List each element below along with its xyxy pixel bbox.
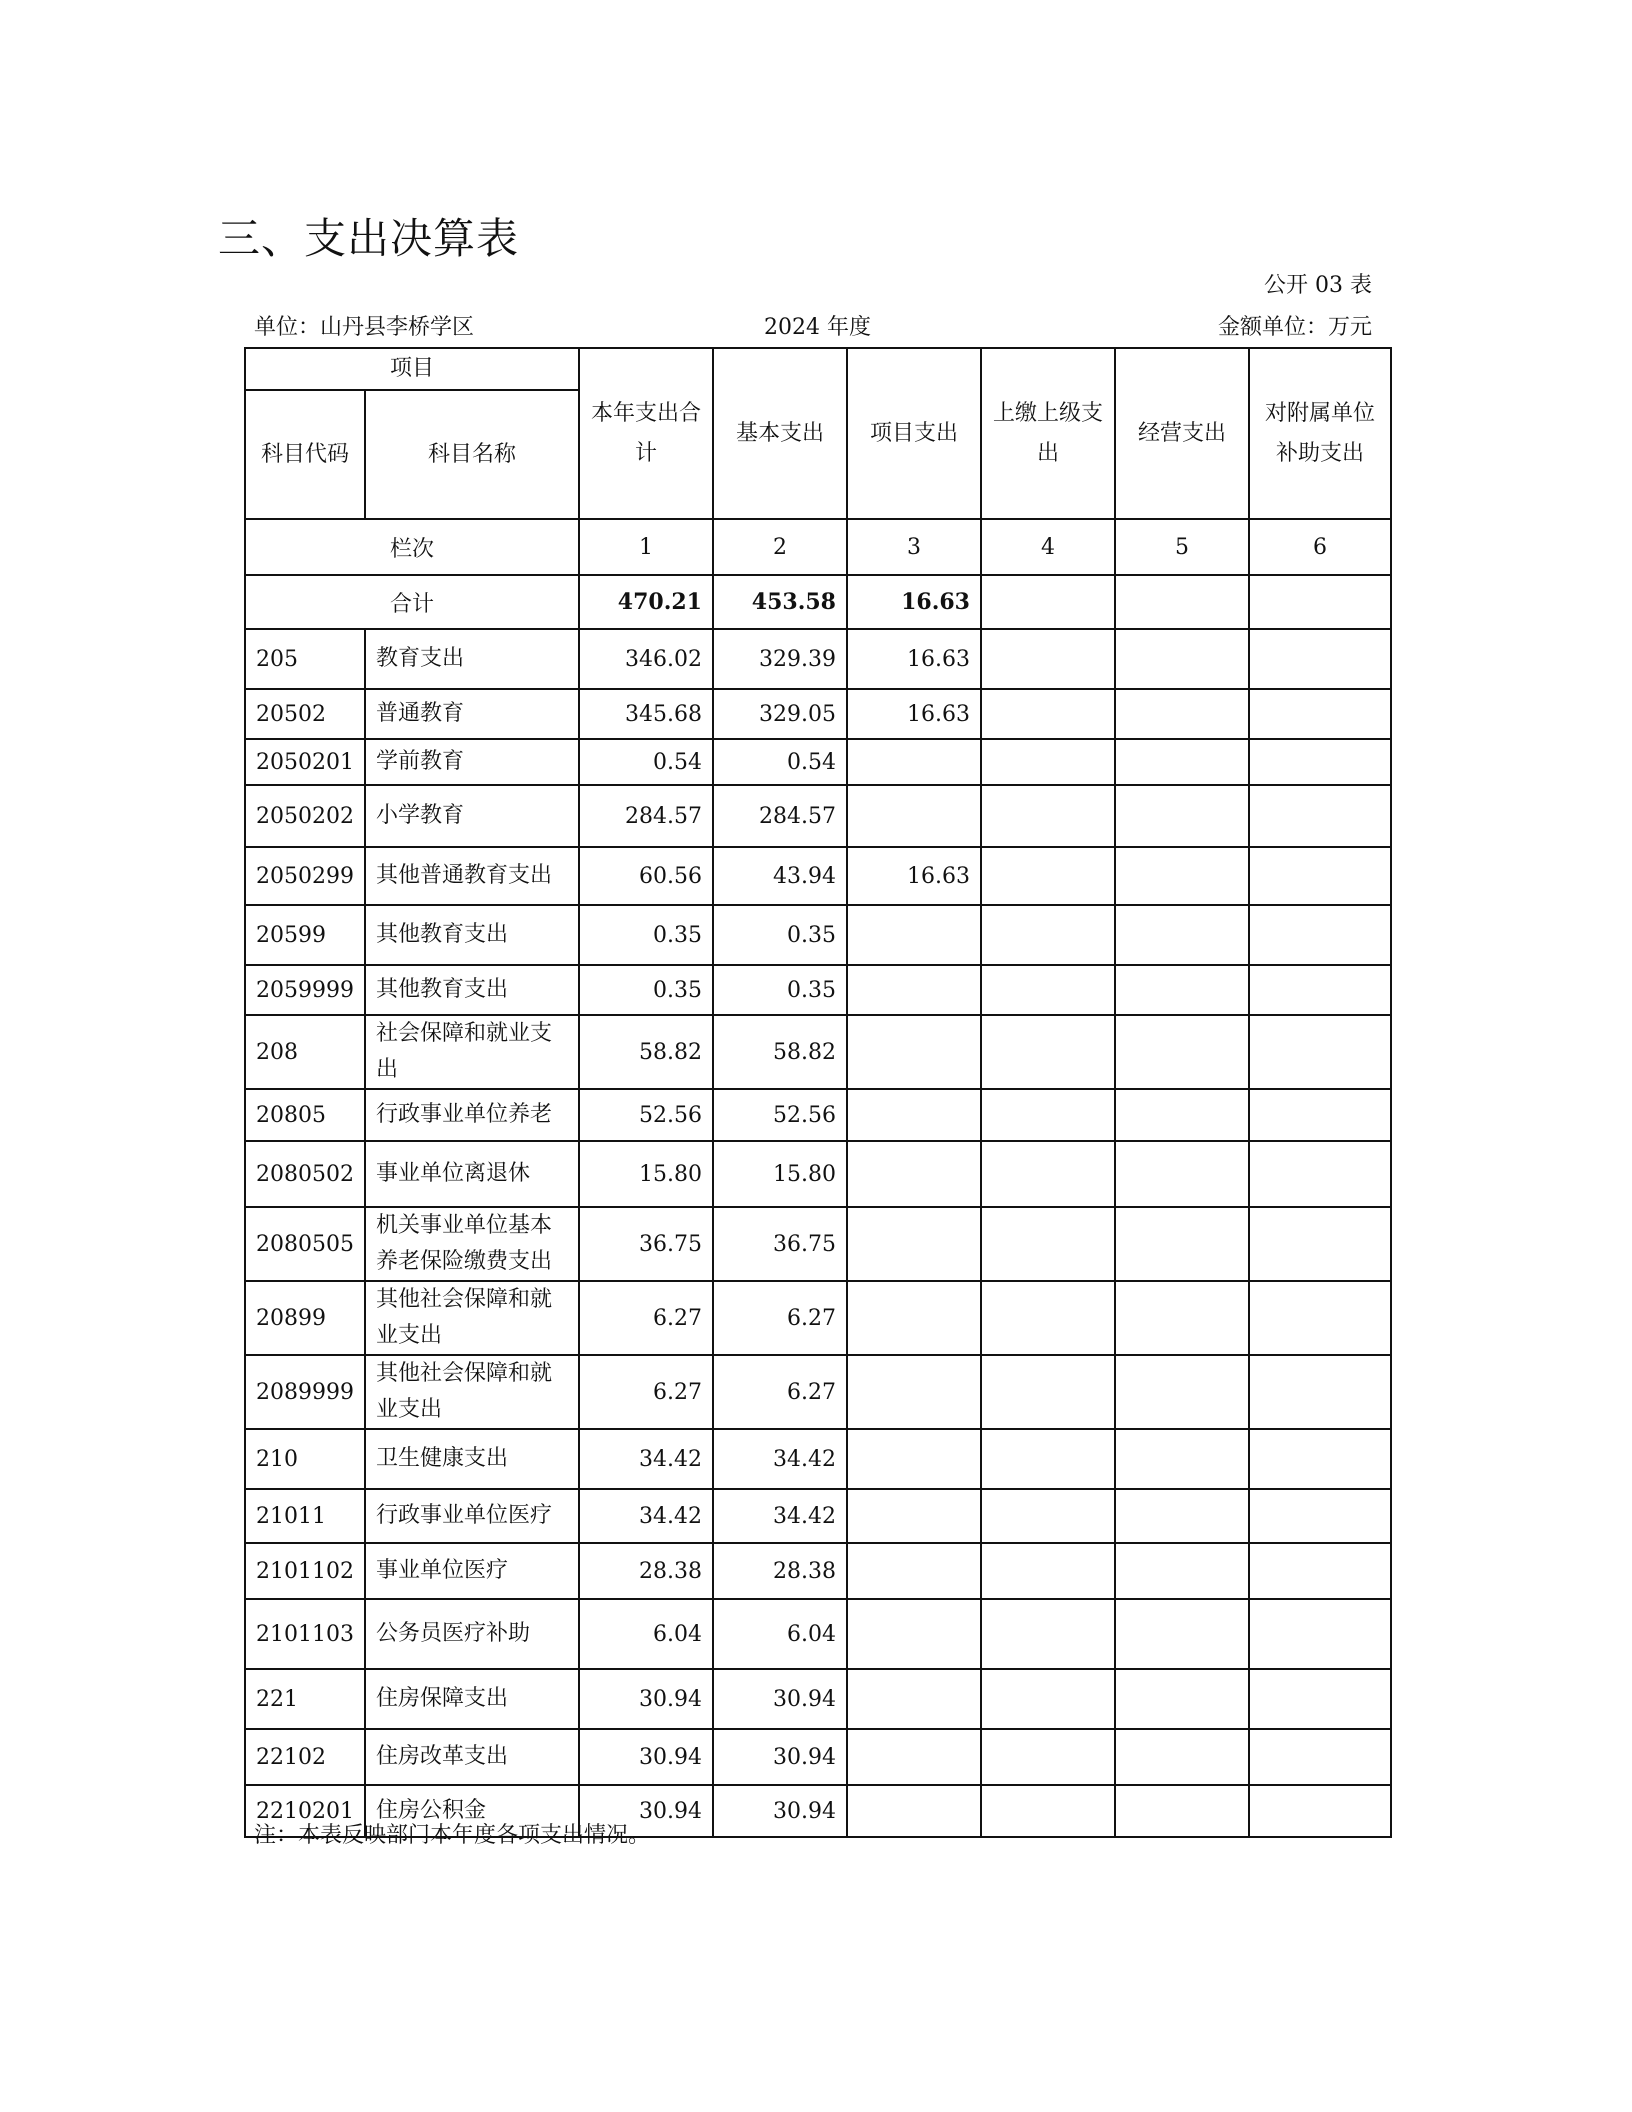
header-project: 项目支出: [847, 348, 981, 519]
row-total: 346.02: [579, 629, 713, 689]
row-basic: 30.94: [713, 1669, 847, 1729]
header-basic: 基本支出: [713, 348, 847, 519]
row-upper: [981, 1785, 1115, 1837]
index-1: 1: [579, 519, 713, 575]
row-total: 345.68: [579, 689, 713, 739]
row-project: [847, 1489, 981, 1543]
row-name: 教育支出: [365, 629, 579, 689]
row-total: 34.42: [579, 1429, 713, 1489]
header-code: 科目代码: [245, 390, 365, 519]
row-business: [1115, 905, 1249, 965]
row-basic: 15.80: [713, 1141, 847, 1207]
row-project: [847, 1669, 981, 1729]
table-body: [245, 348, 1391, 1837]
header-subsidy: 对附属单位补助支出: [1249, 348, 1391, 519]
row-basic: 34.42: [713, 1429, 847, 1489]
row-total: 30.94: [579, 1669, 713, 1729]
row-total: 0.35: [579, 905, 713, 965]
row-name: 行政事业单位医疗: [365, 1489, 579, 1543]
row-total: 58.82: [579, 1015, 713, 1089]
row-total: 30.94: [579, 1785, 713, 1837]
row-subsidy: [1249, 1543, 1391, 1599]
index-5: 5: [1115, 519, 1249, 575]
row-name: 行政事业单位养老: [365, 1089, 579, 1141]
row-basic: 329.05: [713, 689, 847, 739]
row-upper: [981, 1599, 1115, 1669]
row-code: 210: [245, 1429, 365, 1489]
row-basic: 34.42: [713, 1489, 847, 1543]
row-total: 6.27: [579, 1281, 713, 1355]
row-business: [1115, 1429, 1249, 1489]
row-code: 2210201: [245, 1785, 365, 1837]
table-row: [245, 905, 1391, 965]
row-subsidy: [1249, 1089, 1391, 1141]
row-total: 36.75: [579, 1207, 713, 1281]
row-project: [847, 1015, 981, 1089]
row-upper: [981, 629, 1115, 689]
row-total: 30.94: [579, 1729, 713, 1785]
money-unit-label: 金额单位：万元: [1217, 315, 1372, 340]
row-upper: [981, 1489, 1115, 1543]
row-name: 其他教育支出: [365, 905, 579, 965]
total-upper: [981, 575, 1115, 629]
row-total: 6.27: [579, 1355, 713, 1429]
row-code: 2050202: [245, 785, 365, 847]
row-code: 221: [245, 1669, 365, 1729]
row-subsidy: [1249, 1729, 1391, 1785]
row-name: 公务员医疗补助: [365, 1599, 579, 1669]
row-basic: 0.54: [713, 739, 847, 785]
row-business: [1115, 739, 1249, 785]
row-name: 小学教育: [365, 785, 579, 847]
row-project: 16.63: [847, 629, 981, 689]
header-total: 本年支出合计: [579, 348, 713, 519]
index-6: 6: [1249, 519, 1391, 575]
row-total: 34.42: [579, 1489, 713, 1543]
index-3: 3: [847, 519, 981, 575]
row-subsidy: [1249, 1669, 1391, 1729]
table-row: [245, 1489, 1391, 1543]
row-subsidy: [1249, 847, 1391, 905]
row-business: [1115, 1489, 1249, 1543]
row-subsidy: [1249, 1281, 1391, 1355]
row-name: 其他社会保障和就业支出: [365, 1355, 579, 1429]
table-row: [245, 1429, 1391, 1489]
row-subsidy: [1249, 1015, 1391, 1089]
row-business: [1115, 1207, 1249, 1281]
row-business: [1115, 1729, 1249, 1785]
row-subsidy: [1249, 1207, 1391, 1281]
row-project: [847, 1281, 981, 1355]
table-row: [245, 1281, 1391, 1355]
row-code: 20899: [245, 1281, 365, 1355]
row-basic: 30.94: [713, 1785, 847, 1837]
row-subsidy: [1249, 1599, 1391, 1669]
row-name: 事业单位医疗: [365, 1543, 579, 1599]
row-upper: [981, 1729, 1115, 1785]
table-row: [245, 629, 1391, 689]
row-total: 28.38: [579, 1543, 713, 1599]
total-subsidy: [1249, 575, 1391, 629]
total-business: [1115, 575, 1249, 629]
table-row: [245, 1141, 1391, 1207]
row-business: [1115, 1015, 1249, 1089]
row-business: [1115, 689, 1249, 739]
row-subsidy: [1249, 629, 1391, 689]
row-upper: [981, 739, 1115, 785]
header-name: 科目名称: [365, 390, 579, 519]
row-name: 机关事业单位基本养老保险缴费支出: [365, 1207, 579, 1281]
row-code: 21011: [245, 1489, 365, 1543]
row-business: [1115, 847, 1249, 905]
form-number: 公开 03 表: [1264, 273, 1372, 298]
row-code: 2080502: [245, 1141, 365, 1207]
row-total: 284.57: [579, 785, 713, 847]
row-subsidy: [1249, 785, 1391, 847]
table-row: [245, 965, 1391, 1015]
row-upper: [981, 1015, 1115, 1089]
row-business: [1115, 1599, 1249, 1669]
row-business: [1115, 785, 1249, 847]
row-code: 2059999: [245, 965, 365, 1015]
row-subsidy: [1249, 1355, 1391, 1429]
row-project: [847, 1089, 981, 1141]
total-row: [245, 575, 1391, 629]
row-total: 60.56: [579, 847, 713, 905]
row-subsidy: [1249, 1141, 1391, 1207]
row-code: 22102: [245, 1729, 365, 1785]
row-subsidy: [1249, 965, 1391, 1015]
row-code: 2101103: [245, 1599, 365, 1669]
row-business: [1115, 1141, 1249, 1207]
row-upper: [981, 1429, 1115, 1489]
row-code: 2080505: [245, 1207, 365, 1281]
expenditure-table: [244, 347, 1392, 1838]
row-name: 住房公积金: [365, 1785, 579, 1837]
row-project: [847, 1729, 981, 1785]
row-basic: 0.35: [713, 905, 847, 965]
row-business: [1115, 1785, 1249, 1837]
row-project: [847, 1207, 981, 1281]
table-row: [245, 689, 1391, 739]
row-subsidy: [1249, 1785, 1391, 1837]
row-total: 15.80: [579, 1141, 713, 1207]
header-item: 项目: [245, 348, 579, 390]
row-project: [847, 965, 981, 1015]
unit-label: 单位：山丹县李桥学区: [254, 315, 475, 340]
row-code: 208: [245, 1015, 365, 1089]
row-project: [847, 739, 981, 785]
row-basic: 0.35: [713, 965, 847, 1015]
row-upper: [981, 1207, 1115, 1281]
row-business: [1115, 1089, 1249, 1141]
row-business: [1115, 1669, 1249, 1729]
row-subsidy: [1249, 739, 1391, 785]
row-code: 2101102: [245, 1543, 365, 1599]
row-basic: 6.27: [713, 1355, 847, 1429]
row-business: [1115, 965, 1249, 1015]
row-name: 普通教育: [365, 689, 579, 739]
row-upper: [981, 1355, 1115, 1429]
row-code: 2050299: [245, 847, 365, 905]
total-amount: 470.21: [579, 575, 713, 629]
footnote: 注：本表反映部门本年度各项支出情况。: [254, 1823, 651, 1848]
table-row: [245, 1207, 1391, 1281]
table-row: [245, 1355, 1391, 1429]
row-upper: [981, 1089, 1115, 1141]
row-project: [847, 1141, 981, 1207]
row-basic: 329.39: [713, 629, 847, 689]
header-upper: 上缴上级支出: [981, 348, 1115, 519]
row-project: [847, 1543, 981, 1599]
row-upper: [981, 965, 1115, 1015]
total-basic: 453.58: [713, 575, 847, 629]
index-4: 4: [981, 519, 1115, 575]
row-name: 其他普通教育支出: [365, 847, 579, 905]
row-total: 6.04: [579, 1599, 713, 1669]
row-upper: [981, 1543, 1115, 1599]
row-upper: [981, 905, 1115, 965]
table-row: [245, 1599, 1391, 1669]
row-basic: 52.56: [713, 1089, 847, 1141]
row-total: 0.35: [579, 965, 713, 1015]
row-code: 20599: [245, 905, 365, 965]
row-total: 0.54: [579, 739, 713, 785]
row-project: [847, 1429, 981, 1489]
row-project: [847, 785, 981, 847]
row-basic: 58.82: [713, 1015, 847, 1089]
row-name: 住房保障支出: [365, 1669, 579, 1729]
row-project: 16.63: [847, 847, 981, 905]
row-upper: [981, 1669, 1115, 1729]
row-business: [1115, 629, 1249, 689]
table-row: [245, 1543, 1391, 1599]
index-2: 2: [713, 519, 847, 575]
row-subsidy: [1249, 905, 1391, 965]
row-upper: [981, 689, 1115, 739]
row-project: [847, 1599, 981, 1669]
row-project: [847, 1785, 981, 1837]
table-row: [245, 1729, 1391, 1785]
row-basic: 284.57: [713, 785, 847, 847]
row-name: 卫生健康支出: [365, 1429, 579, 1489]
meta-row: [254, 310, 1372, 342]
row-subsidy: [1249, 1489, 1391, 1543]
row-code: 20502: [245, 689, 365, 739]
row-code: 205: [245, 629, 365, 689]
row-code: 20805: [245, 1089, 365, 1141]
row-basic: 43.94: [713, 847, 847, 905]
page-title: 三、支出决算表: [218, 214, 520, 264]
row-name: 其他教育支出: [365, 965, 579, 1015]
year-label: 2024 年度: [764, 315, 871, 340]
table-row: [245, 739, 1391, 785]
total-project: 16.63: [847, 575, 981, 629]
row-upper: [981, 847, 1115, 905]
row-basic: 30.94: [713, 1729, 847, 1785]
row-basic: 36.75: [713, 1207, 847, 1281]
row-basic: 6.27: [713, 1281, 847, 1355]
row-name: 事业单位离退休: [365, 1141, 579, 1207]
row-subsidy: [1249, 689, 1391, 739]
row-name: 住房改革支出: [365, 1729, 579, 1785]
table-row: [245, 1015, 1391, 1089]
row-basic: 6.04: [713, 1599, 847, 1669]
header-business: 经营支出: [1115, 348, 1249, 519]
row-name: 其他社会保障和就业支出: [365, 1281, 579, 1355]
row-project: [847, 905, 981, 965]
row-upper: [981, 1141, 1115, 1207]
index-label: 栏次: [245, 519, 579, 575]
table-row: [245, 1669, 1391, 1729]
row-business: [1115, 1355, 1249, 1429]
row-code: 2050201: [245, 739, 365, 785]
row-code: 2089999: [245, 1355, 365, 1429]
header-row-1: [245, 348, 1391, 390]
row-business: [1115, 1281, 1249, 1355]
row-name: 社会保障和就业支出: [365, 1015, 579, 1089]
row-total: 52.56: [579, 1089, 713, 1141]
row-basic: 28.38: [713, 1543, 847, 1599]
table-row: [245, 785, 1391, 847]
index-row: [245, 519, 1391, 575]
total-label: 合计: [245, 575, 579, 629]
row-upper: [981, 1281, 1115, 1355]
table-row: [245, 847, 1391, 905]
row-name: 学前教育: [365, 739, 579, 785]
row-project: 16.63: [847, 689, 981, 739]
row-project: [847, 1355, 981, 1429]
row-business: [1115, 1543, 1249, 1599]
row-upper: [981, 785, 1115, 847]
row-subsidy: [1249, 1429, 1391, 1489]
table-row: [245, 1089, 1391, 1141]
